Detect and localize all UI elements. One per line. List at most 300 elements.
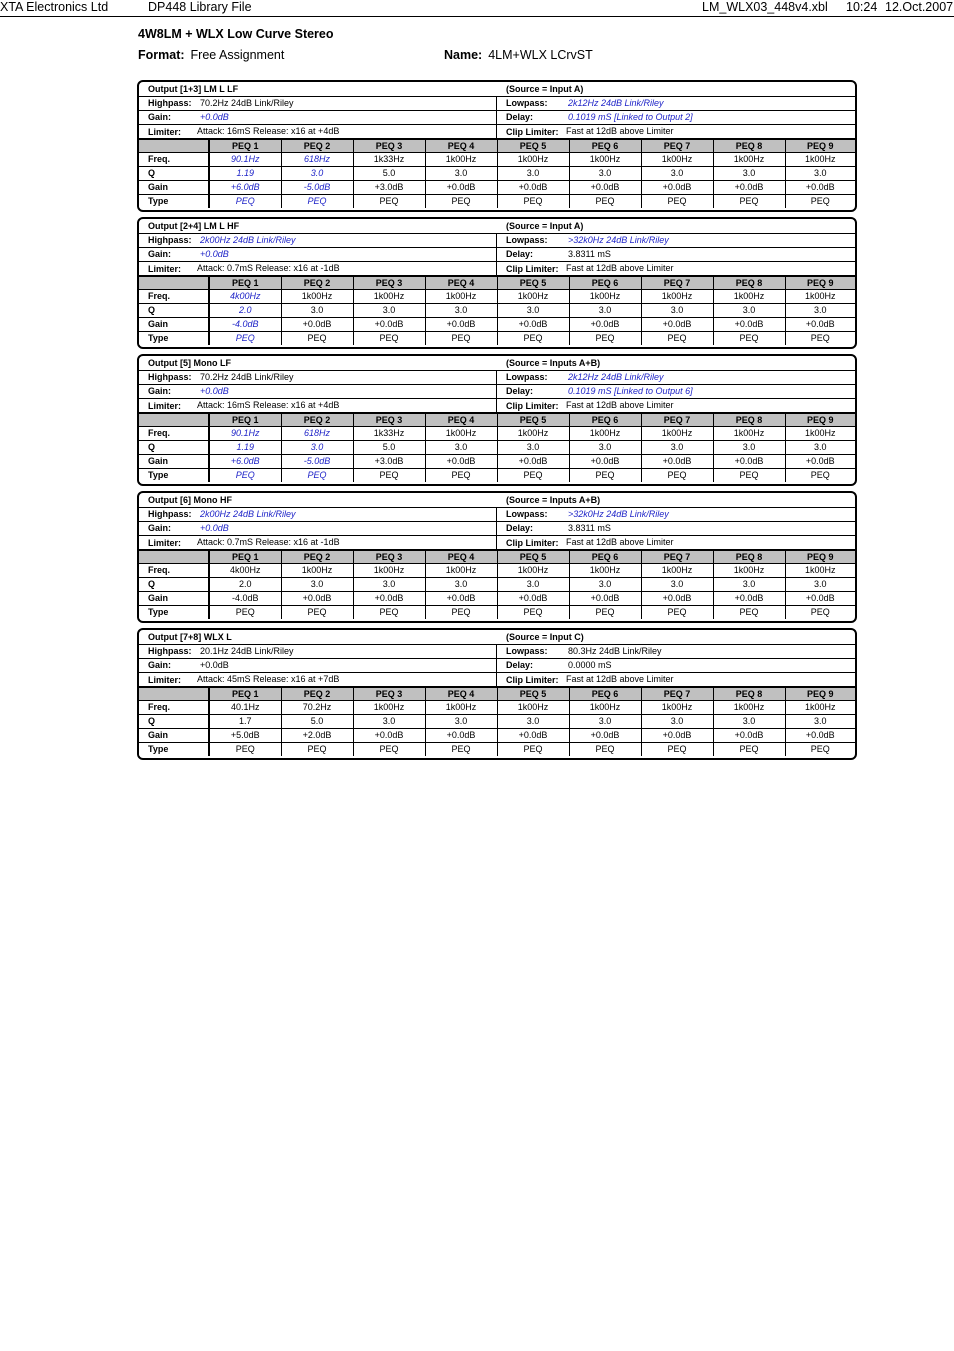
q-row (139, 578, 855, 592)
peq-cell: 4k00Hz (209, 290, 281, 304)
highpass-value: 2k00Hz 24dB Link/Riley (200, 235, 296, 245)
clip-limiter-label: Clip Limiter: (506, 401, 559, 411)
output-title: Output [2+4] LM L HF (148, 221, 240, 231)
peq-cell: 1k00Hz (281, 290, 353, 304)
peq-cell: PEQ (569, 195, 641, 209)
peq-header: PEQ 3 (353, 551, 425, 564)
peq-cell: +0.0dB (785, 318, 855, 332)
output-header-row (139, 356, 855, 371)
freq-row (139, 290, 855, 304)
peq-row-label: Gain (139, 729, 209, 743)
peq-header: PEQ 6 (569, 140, 641, 153)
peq-gain-row (139, 318, 855, 332)
peq-header: PEQ 1 (209, 277, 281, 290)
peq-cell: PEQ (641, 606, 713, 620)
clip-limiter-value: Fast at 12dB above Limiter (566, 126, 674, 136)
peq-cell: 1k00Hz (785, 427, 855, 441)
peq-cell: 1k00Hz (569, 427, 641, 441)
peq-header: PEQ 8 (713, 688, 785, 701)
peq-row-label: Q (139, 304, 209, 318)
peq-cell: +0.0dB (425, 729, 497, 743)
peq-header: PEQ 4 (425, 140, 497, 153)
peq-cell: 3.0 (425, 715, 497, 729)
delay-value: 0.1019 mS [Linked to Output 6] (568, 386, 693, 396)
peq-cell: PEQ (353, 743, 425, 757)
lowpass-value: 80.3Hz 24dB Link/Riley (568, 646, 662, 656)
peq-cell: 5.0 (281, 715, 353, 729)
peq-cell: 90.1Hz (209, 153, 281, 167)
peq-header-row (139, 277, 855, 290)
peq-header: PEQ 4 (425, 277, 497, 290)
peq-row-label: Gain (139, 318, 209, 332)
peq-cell: 1.7 (209, 715, 281, 729)
peq-cell: 1k00Hz (713, 701, 785, 715)
lowpass-value: >32k0Hz 24dB Link/Riley (568, 235, 669, 245)
peq-row-label: Type (139, 332, 209, 346)
output-title: Output [7+8] WLX L (148, 632, 232, 642)
peq-header: PEQ 1 (209, 414, 281, 427)
peq-header: PEQ 9 (785, 688, 855, 701)
peq-cell: +0.0dB (641, 318, 713, 332)
peq-cell: -4.0dB (209, 592, 281, 606)
peq-cell: +0.0dB (353, 318, 425, 332)
file-time: 10:24 (846, 0, 878, 14)
peq-cell: PEQ (497, 195, 569, 209)
peq-cell: +0.0dB (785, 455, 855, 469)
peq-gain-row (139, 729, 855, 743)
peq-corner (139, 414, 209, 427)
peq-cell: 3.0 (281, 167, 353, 181)
peq-header: PEQ 1 (209, 688, 281, 701)
peq-cell: 3.0 (425, 167, 497, 181)
clip-limiter-label: Clip Limiter: (506, 264, 559, 274)
peq-cell: +2.0dB (281, 729, 353, 743)
peq-header: PEQ 8 (713, 551, 785, 564)
peq-cell: +0.0dB (641, 455, 713, 469)
delay-label: Delay: (506, 660, 534, 670)
peq-cell: +0.0dB (569, 455, 641, 469)
peq-cell: PEQ (281, 469, 353, 483)
peq-cell: PEQ (209, 743, 281, 757)
peq-cell: 618Hz (281, 153, 353, 167)
peq-cell: +0.0dB (713, 592, 785, 606)
gain-label: Gain: (148, 660, 172, 670)
peq-cell: 3.0 (785, 441, 855, 455)
lowpass-value: 2k12Hz 24dB Link/Riley (568, 372, 664, 382)
peq-cell: 1k00Hz (785, 701, 855, 715)
peq-cell: 4k00Hz (209, 564, 281, 578)
output-title: Output [1+3] LM L LF (148, 84, 239, 94)
delay-value: 3.8311 mS (568, 249, 611, 259)
freq-row (139, 701, 855, 715)
peq-cell: 1k00Hz (425, 290, 497, 304)
peq-row-label: Type (139, 195, 209, 209)
name-label: Name: (444, 48, 483, 62)
delay-label: Delay: (506, 386, 534, 396)
peq-cell: +0.0dB (497, 181, 569, 195)
peq-cell: PEQ (281, 606, 353, 620)
peq-row-label: Type (139, 606, 209, 620)
peq-cell: 3.0 (713, 578, 785, 592)
peq-table (139, 139, 855, 208)
peq-header: PEQ 8 (713, 414, 785, 427)
peq-cell: +0.0dB (281, 592, 353, 606)
peq-cell: 2.0 (209, 578, 281, 592)
format-line (138, 48, 284, 62)
delay-value: 3.8311 mS (568, 523, 611, 533)
peq-cell: 1k00Hz (497, 290, 569, 304)
clip-limiter-value: Fast at 12dB above Limiter (566, 263, 674, 273)
peq-cell: 3.0 (713, 715, 785, 729)
peq-cell: 1k00Hz (713, 427, 785, 441)
peq-cell: +0.0dB (569, 181, 641, 195)
peq-cell: PEQ (209, 195, 281, 209)
lowpass-value: >32k0Hz 24dB Link/Riley (568, 509, 669, 519)
output-header-row (139, 82, 855, 97)
peq-header-row (139, 551, 855, 564)
peq-cell: +0.0dB (713, 455, 785, 469)
delay-label: Delay: (506, 112, 534, 122)
peq-cell: 1k00Hz (641, 290, 713, 304)
document-title: 4W8LM + WLX Low Curve Stereo (138, 27, 334, 41)
peq-cell: 1k00Hz (641, 153, 713, 167)
peq-cell: -5.0dB (281, 455, 353, 469)
highpass-label: Highpass: (148, 509, 192, 519)
clip-limiter-value: Fast at 12dB above Limiter (566, 674, 674, 684)
peq-cell: 3.0 (569, 167, 641, 181)
gain-value: +0.0dB (200, 112, 229, 122)
peq-cell: 3.0 (713, 441, 785, 455)
peq-cell: +0.0dB (497, 592, 569, 606)
peq-cell: +0.0dB (425, 181, 497, 195)
peq-cell: 5.0 (353, 167, 425, 181)
peq-header: PEQ 6 (569, 688, 641, 701)
peq-cell: 1k00Hz (497, 564, 569, 578)
peq-cell: 1k00Hz (641, 427, 713, 441)
peq-header: PEQ 6 (569, 414, 641, 427)
peq-corner (139, 277, 209, 290)
peq-header: PEQ 7 (641, 140, 713, 153)
peq-cell: PEQ (425, 332, 497, 346)
limiter-row (139, 124, 855, 140)
peq-section (139, 276, 855, 347)
peq-cell: 1k00Hz (353, 290, 425, 304)
peq-cell: PEQ (713, 195, 785, 209)
peq-cell: 3.0 (785, 715, 855, 729)
peq-cell: 1k00Hz (641, 701, 713, 715)
peq-cell: +0.0dB (497, 729, 569, 743)
peq-cell: -5.0dB (281, 181, 353, 195)
output-block (137, 80, 857, 212)
peq-cell: +0.0dB (641, 729, 713, 743)
peq-row-label: Q (139, 715, 209, 729)
peq-cell: +0.0dB (425, 592, 497, 606)
peq-header: PEQ 7 (641, 277, 713, 290)
peq-header: PEQ 9 (785, 551, 855, 564)
clip-limiter-label: Clip Limiter: (506, 538, 559, 548)
peq-cell: PEQ (353, 332, 425, 346)
peq-cell: PEQ (281, 332, 353, 346)
delay-label: Delay: (506, 523, 534, 533)
filter-row (139, 507, 855, 522)
gain-value: +0.0dB (200, 660, 229, 670)
peq-header: PEQ 5 (497, 688, 569, 701)
peq-cell: PEQ (785, 469, 855, 483)
lowpass-label: Lowpass: (506, 372, 548, 382)
peq-cell: 3.0 (569, 578, 641, 592)
peq-header: PEQ 1 (209, 140, 281, 153)
gain-label: Gain: (148, 386, 172, 396)
gain-delay-row (139, 521, 855, 536)
output-source: (Source = Input A) (506, 84, 584, 94)
peq-cell: 3.0 (281, 441, 353, 455)
peq-cell: 3.0 (425, 441, 497, 455)
filter-row (139, 370, 855, 385)
highpass-value: 70.2Hz 24dB Link/Riley (200, 372, 294, 382)
peq-cell: 3.0 (281, 578, 353, 592)
peq-cell: 3.0 (785, 167, 855, 181)
peq-cell: 3.0 (497, 304, 569, 318)
output-block (137, 354, 857, 486)
peq-row-label: Type (139, 743, 209, 757)
peq-row-label: Freq. (139, 290, 209, 304)
peq-cell: 3.0 (497, 441, 569, 455)
clip-limiter-value: Fast at 12dB above Limiter (566, 537, 674, 547)
peq-cell: 1k00Hz (785, 290, 855, 304)
type-row (139, 606, 855, 620)
peq-cell: +0.0dB (641, 181, 713, 195)
peq-cell: 3.0 (641, 441, 713, 455)
peq-cell: 3.0 (425, 578, 497, 592)
peq-cell: PEQ (209, 332, 281, 346)
output-source: (Source = Input A) (506, 221, 584, 231)
peq-header: PEQ 5 (497, 551, 569, 564)
file-date: 12.Oct.2007 (885, 0, 954, 14)
lowpass-label: Lowpass: (506, 235, 548, 245)
peq-cell: PEQ (785, 195, 855, 209)
peq-header: PEQ 5 (497, 277, 569, 290)
peq-cell: PEQ (353, 195, 425, 209)
limiter-value: Attack: 16mS Release: x16 at +4dB (197, 400, 340, 410)
peq-cell: +0.0dB (425, 455, 497, 469)
highpass-value: 20.1Hz 24dB Link/Riley (200, 646, 294, 656)
delay-label: Delay: (506, 249, 534, 259)
peq-cell: 1k00Hz (641, 564, 713, 578)
peq-header: PEQ 1 (209, 551, 281, 564)
peq-header: PEQ 5 (497, 414, 569, 427)
peq-cell: PEQ (497, 332, 569, 346)
peq-header-row (139, 140, 855, 153)
peq-cell: +6.0dB (209, 455, 281, 469)
peq-cell: +3.0dB (353, 455, 425, 469)
peq-cell: 1k00Hz (281, 564, 353, 578)
peq-section (139, 550, 855, 621)
peq-cell: 3.0 (353, 715, 425, 729)
peq-cell: PEQ (353, 606, 425, 620)
limiter-value: Attack: 16mS Release: x16 at +4dB (197, 126, 340, 136)
peq-header: PEQ 7 (641, 688, 713, 701)
peq-cell: 3.0 (785, 578, 855, 592)
peq-cell: PEQ (785, 606, 855, 620)
peq-cell: 3.0 (641, 578, 713, 592)
peq-cell: PEQ (641, 195, 713, 209)
filter-row (139, 233, 855, 248)
peq-header-row (139, 414, 855, 427)
peq-cell: 3.0 (569, 441, 641, 455)
peq-header: PEQ 4 (425, 551, 497, 564)
limiter-row (139, 672, 855, 688)
q-row (139, 304, 855, 318)
peq-table (139, 687, 855, 756)
filter-row (139, 644, 855, 659)
highpass-value: 2k00Hz 24dB Link/Riley (200, 509, 296, 519)
peq-cell: 3.0 (497, 167, 569, 181)
output-block (137, 217, 857, 349)
peq-cell: 3.0 (353, 578, 425, 592)
peq-cell: 3.0 (281, 304, 353, 318)
output-source: (Source = Inputs A+B) (506, 495, 601, 505)
peq-cell: PEQ (425, 469, 497, 483)
peq-gain-row (139, 592, 855, 606)
peq-cell: +5.0dB (209, 729, 281, 743)
peq-header: PEQ 9 (785, 277, 855, 290)
page-header (0, 0, 954, 17)
peq-header: PEQ 6 (569, 551, 641, 564)
peq-cell: PEQ (713, 606, 785, 620)
peq-cell: +0.0dB (713, 318, 785, 332)
peq-cell: 3.0 (497, 715, 569, 729)
highpass-label: Highpass: (148, 646, 192, 656)
peq-cell: PEQ (713, 469, 785, 483)
q-row (139, 715, 855, 729)
limiter-value: Attack: 0.7mS Release: x16 at -1dB (197, 537, 340, 547)
limiter-label: Limiter: (148, 675, 182, 685)
peq-row-label: Q (139, 578, 209, 592)
peq-header: PEQ 2 (281, 688, 353, 701)
highpass-label: Highpass: (148, 98, 192, 108)
limiter-row (139, 261, 855, 277)
peq-cell: PEQ (281, 195, 353, 209)
peq-cell: 3.0 (641, 304, 713, 318)
peq-cell: 1k33Hz (353, 153, 425, 167)
peq-cell: +0.0dB (569, 729, 641, 743)
peq-row-label: Gain (139, 181, 209, 195)
peq-cell: 2.0 (209, 304, 281, 318)
format-value: Free Assignment (190, 48, 285, 62)
limiter-value: Attack: 0.7mS Release: x16 at -1dB (197, 263, 340, 273)
peq-corner (139, 688, 209, 701)
gain-delay-row (139, 247, 855, 262)
output-header-row (139, 219, 855, 234)
clip-limiter-label: Clip Limiter: (506, 127, 559, 137)
peq-cell: PEQ (785, 743, 855, 757)
peq-cell: 3.0 (713, 304, 785, 318)
freq-row (139, 153, 855, 167)
peq-header: PEQ 8 (713, 140, 785, 153)
type-row (139, 332, 855, 346)
peq-cell: 5.0 (353, 441, 425, 455)
peq-header: PEQ 4 (425, 688, 497, 701)
company-name: XTA Electronics Ltd (0, 0, 109, 14)
peq-header: PEQ 5 (497, 140, 569, 153)
peq-header: PEQ 7 (641, 414, 713, 427)
peq-row-label: Freq. (139, 153, 209, 167)
peq-gain-row (139, 455, 855, 469)
peq-gain-row (139, 181, 855, 195)
peq-cell: +0.0dB (569, 318, 641, 332)
peq-row-label: Gain (139, 592, 209, 606)
peq-header: PEQ 2 (281, 551, 353, 564)
peq-section (139, 413, 855, 484)
peq-corner (139, 140, 209, 153)
highpass-label: Highpass: (148, 372, 192, 382)
peq-cell: 1k00Hz (353, 564, 425, 578)
peq-cell: 3.0 (569, 304, 641, 318)
peq-cell: +0.0dB (569, 592, 641, 606)
peq-cell: 3.0 (497, 578, 569, 592)
peq-cell: 1k00Hz (425, 153, 497, 167)
peq-table (139, 550, 855, 619)
q-row (139, 441, 855, 455)
peq-section (139, 687, 855, 758)
filter-row (139, 96, 855, 111)
peq-row-label: Freq. (139, 427, 209, 441)
peq-table (139, 276, 855, 345)
output-title: Output [5] Mono LF (148, 358, 231, 368)
peq-header: PEQ 3 (353, 414, 425, 427)
peq-cell: 1k00Hz (497, 701, 569, 715)
peq-cell: 1.19 (209, 167, 281, 181)
name-value: 4LM+WLX LCrvST (488, 48, 593, 62)
file-name: LM_WLX03_448v4.xbl (702, 0, 828, 14)
type-row (139, 195, 855, 209)
gain-delay-row (139, 384, 855, 399)
peq-cell: +0.0dB (353, 729, 425, 743)
lowpass-label: Lowpass: (506, 509, 548, 519)
peq-cell: 618Hz (281, 427, 353, 441)
type-row (139, 469, 855, 483)
freq-row (139, 564, 855, 578)
peq-cell: +0.0dB (713, 729, 785, 743)
q-row (139, 167, 855, 181)
peq-cell: PEQ (569, 332, 641, 346)
peq-cell: 1k00Hz (425, 427, 497, 441)
peq-cell: 1k00Hz (569, 701, 641, 715)
peq-cell: 1k00Hz (785, 153, 855, 167)
limiter-row (139, 398, 855, 414)
peq-cell: PEQ (641, 743, 713, 757)
peq-cell: 1k00Hz (497, 153, 569, 167)
peq-cell: 1k00Hz (425, 564, 497, 578)
output-block (137, 628, 857, 760)
clip-limiter-label: Clip Limiter: (506, 675, 559, 685)
peq-row-label: Q (139, 441, 209, 455)
peq-cell: +0.0dB (353, 592, 425, 606)
peq-cell: PEQ (281, 743, 353, 757)
clip-limiter-value: Fast at 12dB above Limiter (566, 400, 674, 410)
peq-header: PEQ 9 (785, 414, 855, 427)
peq-header: PEQ 3 (353, 277, 425, 290)
peq-cell: PEQ (641, 469, 713, 483)
type-row (139, 743, 855, 757)
peq-cell: PEQ (425, 195, 497, 209)
peq-cell: 1k00Hz (785, 564, 855, 578)
peq-cell: 1k00Hz (497, 427, 569, 441)
peq-cell: +3.0dB (353, 181, 425, 195)
peq-cell: 3.0 (641, 167, 713, 181)
peq-cell: 1k00Hz (425, 701, 497, 715)
peq-cell: 1k33Hz (353, 427, 425, 441)
